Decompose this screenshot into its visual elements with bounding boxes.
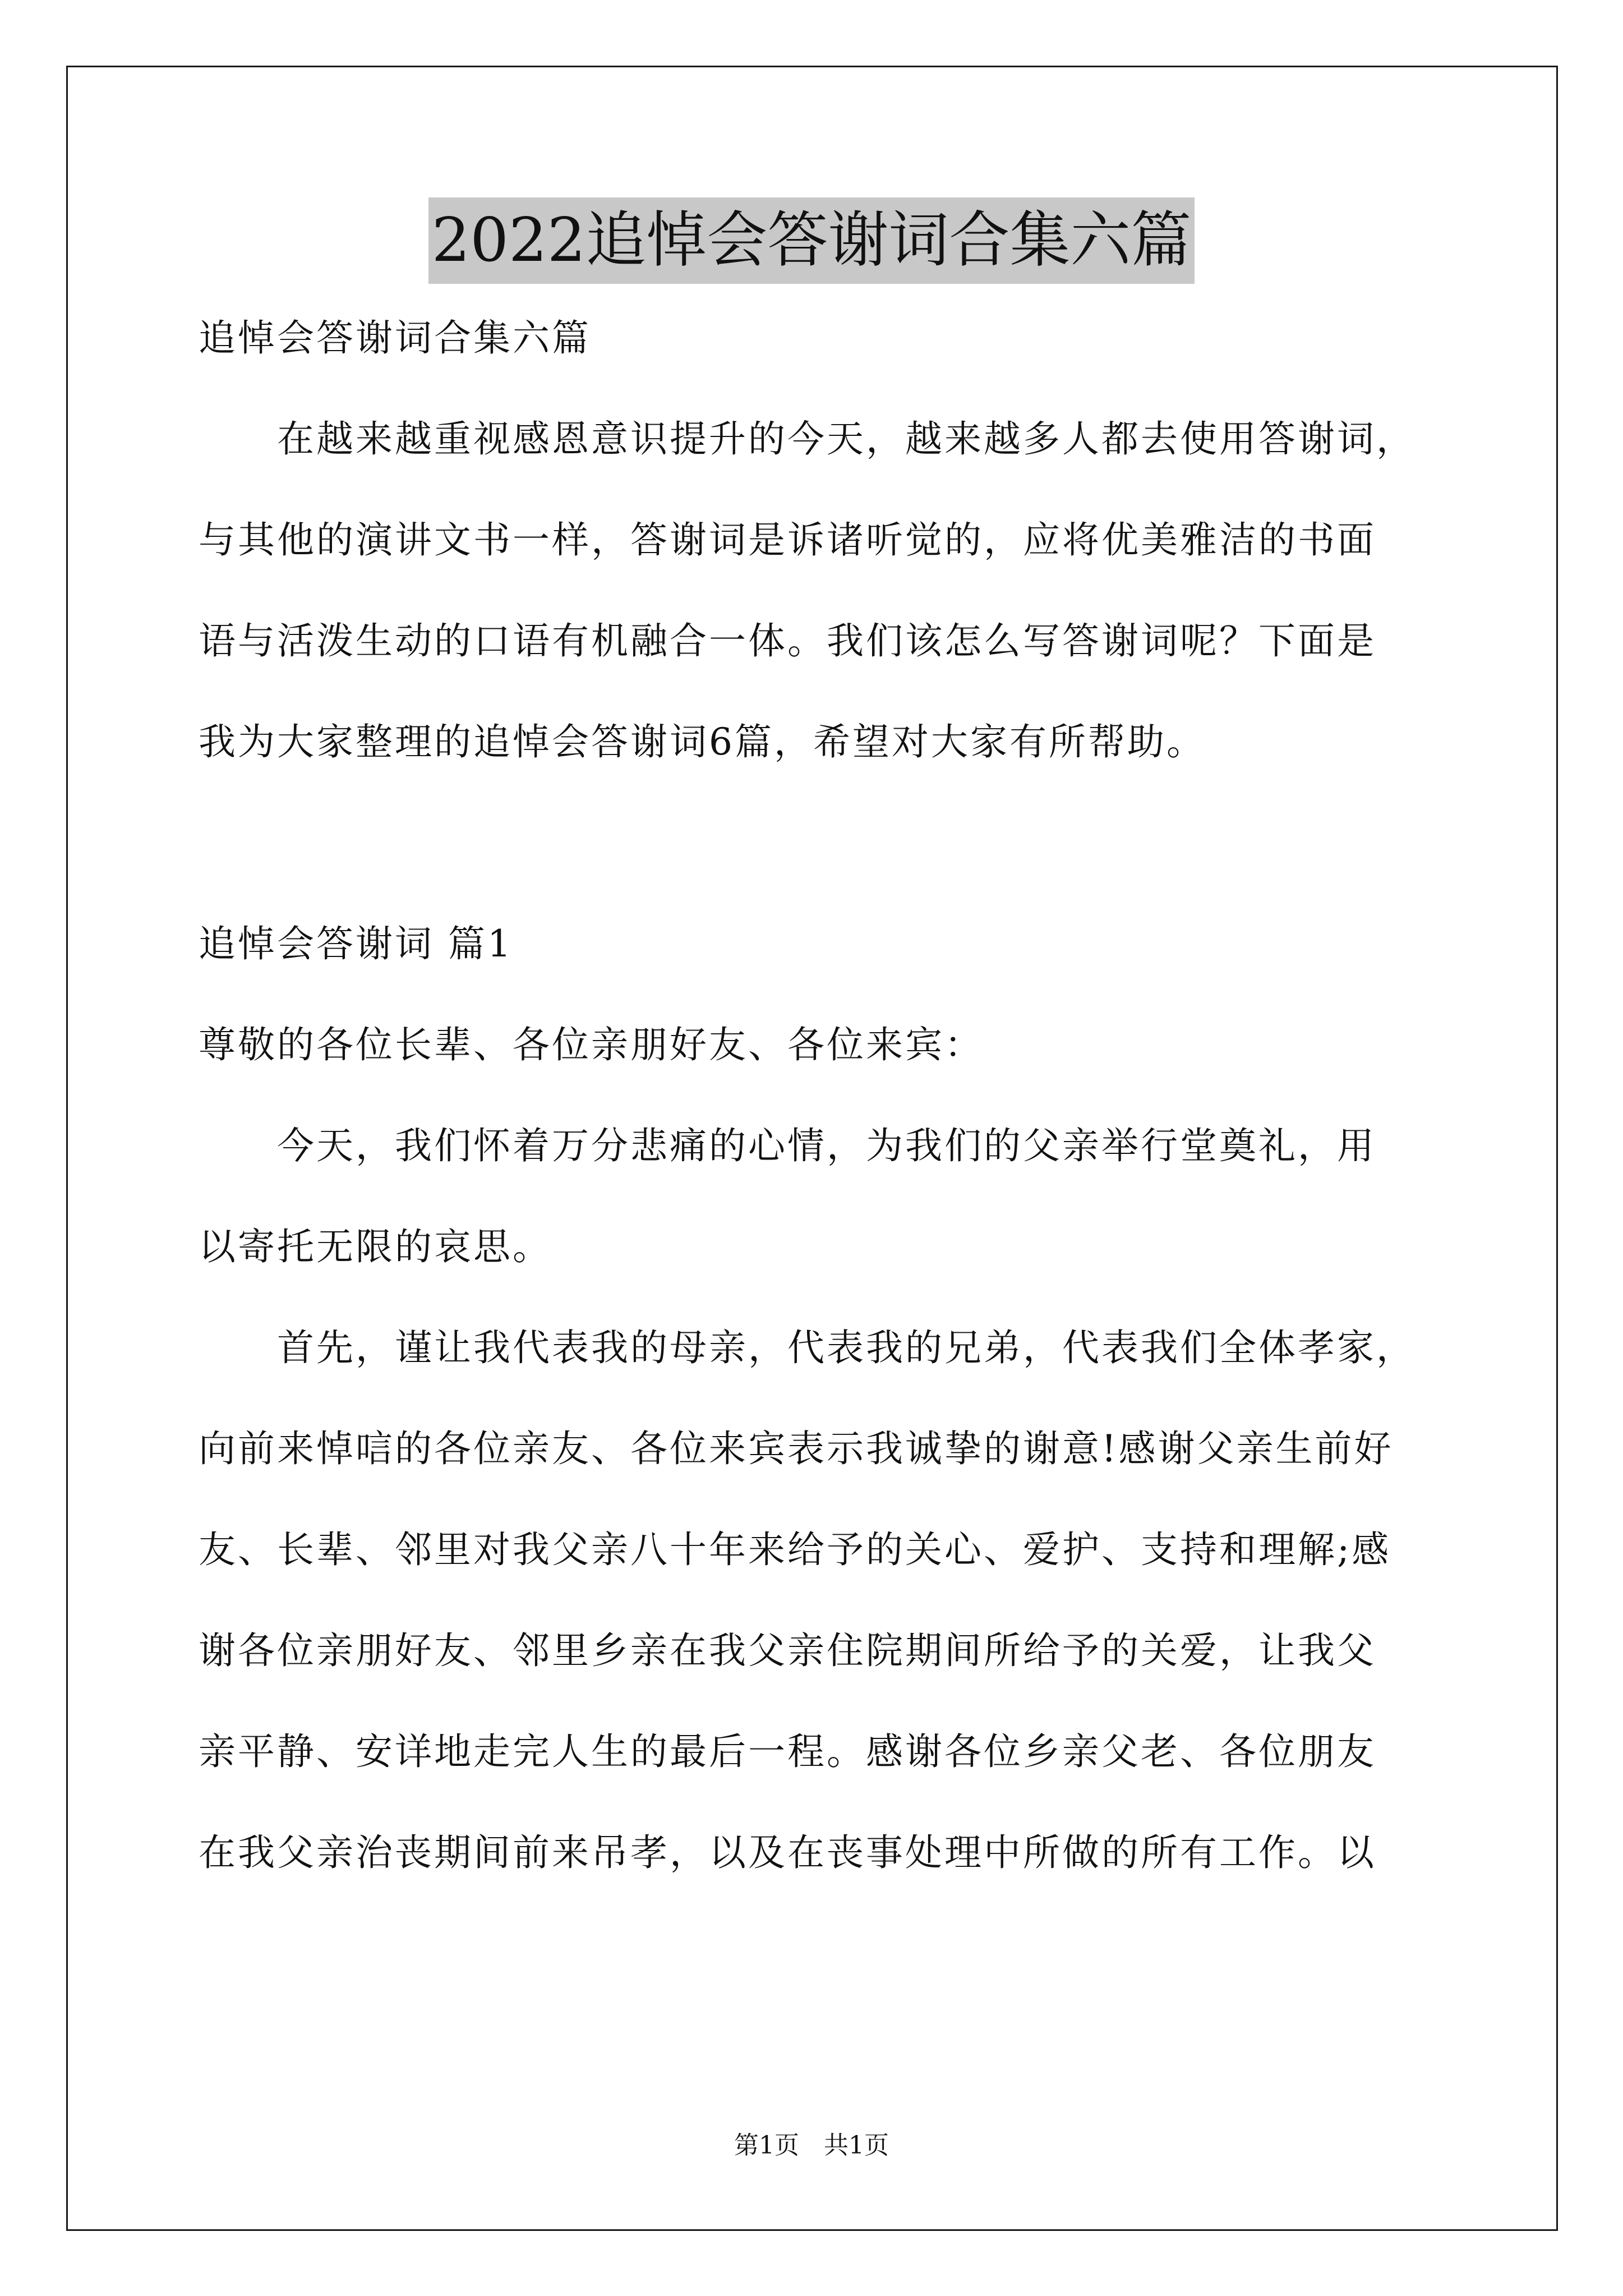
body-line: 在越来越重视感恩意识提升的今天，越来越多人都去使用答谢词，: [199, 417, 1415, 461]
body-line: 今天，我们怀着万分悲痛的心情，为我们的父亲举行堂奠礼，用: [199, 1124, 1376, 1167]
body-line: 谢各位亲朋好友、邻里乡亲在我父亲住院期间所给予的关爱，让我父: [199, 1629, 1376, 1672]
body-line: 我为大家整理的追悼会答谢词6篇，希望对大家有所帮助。: [199, 720, 1206, 763]
section-heading: 追悼会答谢词 篇1: [199, 922, 513, 965]
body-line: 友、长辈、邻里对我父亲八十年来给予的关心、爱护、支持和理解;感: [199, 1528, 1391, 1571]
body-line: 在我父亲治丧期间前来吊孝，以及在丧事处理中所做的所有工作。以: [199, 1831, 1376, 1874]
salutation-line: 尊敬的各位长辈、各位亲朋好友、各位来宾：: [199, 1023, 984, 1066]
body-line: 亲平静、安详地走完人生的最后一程。感谢各位乡亲父老、各位朋友: [199, 1730, 1376, 1773]
document-title: 2022追悼会答谢词合集六篇: [428, 197, 1195, 284]
body-line: 与其他的演讲文书一样，答谢词是诉诸听觉的，应将优美雅洁的书面: [199, 518, 1376, 562]
subtitle-line: 追悼会答谢词合集六篇: [199, 316, 591, 360]
body-line: 向前来悼唁的各位亲友、各位来宾表示我诚挚的谢意!感谢父亲生前好: [199, 1427, 1394, 1470]
body-line: 以寄托无限的哀思。: [199, 1225, 552, 1268]
body-line: 首先，谨让我代表我的母亲，代表我的兄弟，代表我们全体孝家，: [199, 1326, 1415, 1369]
body-line: 语与活泼生动的口语有机融合一体。我们该怎么写答谢词呢？下面是: [199, 619, 1376, 662]
title-container: [0, 197, 1623, 284]
page-footer: 第1页 共1页: [734, 2131, 889, 2160]
